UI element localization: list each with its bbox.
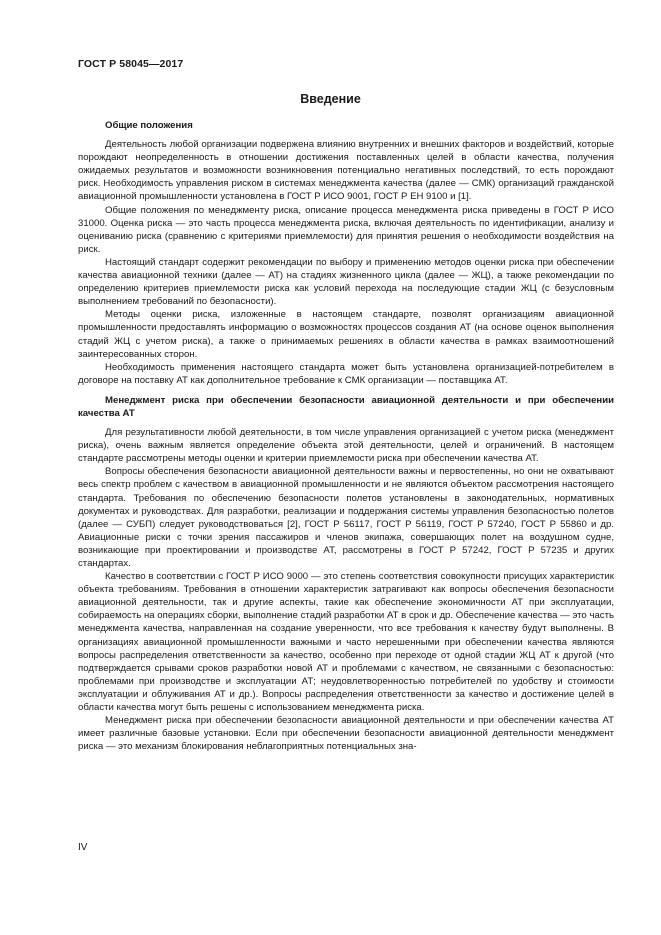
section-heading-general: Общие положения: [105, 120, 193, 131]
paragraph: Настоящий стандарт содержит рекомендации по выбору и применению методов оценки риска при обеспечении качества авиационной техники (далее — АТ) на стадиях жизненного цикла (далее — ЖЦ), а также рекомендации по определению критериев приемлемости риска как условий перехода на последующие стадии ЖЦ (с безусловным выполнением требований по безопасности).: [78, 256, 614, 308]
paragraph: Общие положения по менеджменту риска, описание процесса менеджмента риска приведены в ГОСТ Р ИСО 31000. Оценка риска — это часть процесса менеджмента риска, включая деятельность по идентификации, анализу и оцениванию риска (сравнению с критериями приемлемости) для принятия решения о необходимости воздействия на риск.: [78, 204, 614, 255]
paragraph: Качество в соответствии с ГОСТ Р ИСО 9000 — это степень соответствия совокупности присущих характеристик объекта требованиям. Требования в отношении характеристик затрагивают как вопросы обеспечения безопасности авиационной деятельности, так и другие аспекты, такие как обеспечение экономичности АТ при эксплуатации, собираемость на операциях сборки, выполнение стадий разработки АТ в срок и др. Обеспечение качества — это часть менеджмента качества, направленная на создание уверенности, что все требования к качеству будут выполнены. В организациях авиационной промышленности важными и часто нерешенными при обеспечении качества являются вопросы распределения ответственности за качество, особенно при переходе от одной стадии ЖЦ АТ к другой (что подтверждается срывами сроков разработки новой АТ и проблемами с качеством, не связанными с безопасностью: проблемами при производстве и эксплуатации АТ; неудовлетворенностью потребителей по удобству и стоимости эксплуатации и облуживания АТ и др.). Вопросы распределения ответственности за качество и достижение целей в области качества могут быть решены с использованием менеджмента риска.: [78, 571, 614, 714]
paragraph: Методы оценки риска, изложенные в настоящем стандарте, позволят организациям авиационной промышленности предоставлять информацию о возможностях процессов создания АТ (на основе оценок выполнения стадий ЖЦ с учетом риска), а также о принимаемых решениях в области качества в рамках взаимоотношений заинтересованных сторон.: [78, 309, 614, 360]
paragraph: Вопросы обеспечения безопасности авиационной деятельности важны и первостепенны, но они не охватывают весь спектр проблем с качеством в авиационной промышленности и не являются объектом рассмотрения настоящего стандарта. Требования по обеспечению безопасности полетов установлены в законодательных, нормативных документах и руководствах. Для разработки, реализации и поддержания системы управления безопасностью полетов (далее — СУБП) следует руководствоваться [2], ГОСТ Р 56117, ГОСТ Р 56119, ГОСТ Р 57240, ГОСТ Р 55860 и др. Авиационные риски с точки зрения пассажиров и членов экипажа, совершающих полет на воздушном судне, возникающие при проектировании и производстве АТ, рассмотрены в ГОСТ Р 57242, ГОСТ Р 57235 и других стандартах.: [78, 466, 614, 569]
document-body: [78, 119, 614, 753]
paragraph: Необходимость применения настоящего стандарта может быть установлена организацией-потребителем в договоре на поставку АТ как дополнительное требование к СМК организации — поставщика АТ.: [78, 361, 614, 386]
paragraph: Менеджмент риска при обеспечении безопасности авиационной деятельности и при обеспечении качества АТ имеет различные базовые установки. Если при обеспечении безопасности авиационной деятельности менеджмент риска — это механизм блокирования неблагоприятных потенциальных зна-: [78, 715, 614, 753]
document-standard-header: ГОСТ Р 58045—2017: [78, 58, 184, 70]
paragraph: Для результативности любой деятельности, в том числе управления организацией с учетом риска (менеджмент риска), очень важным является определение объекта этой деятельности, целей и ограничений. В настоящем стандарте рассмотрены методы оценки и критерии приемлемости риска при обеспечении качества АТ.: [78, 427, 614, 465]
section-heading-risk-management: Менеджмент риска при обеспечении безопасности авиационной деятельности и при обеспечении качества АТ: [78, 394, 614, 419]
page-number: IV: [78, 842, 88, 853]
page-title: Введение: [300, 92, 361, 106]
paragraph: Деятельность любой организации подвержена влиянию внутренних и внешних факторов и воздействий, которые порождают неопределенность в отношении достижения поставленных целей в области качества, получения ожидаемых результатов и возможности возникновения потенциально негативных последствий, то есть порождают риск. Необходимость управления риском в системах менеджмента качества (далее — СМК) организаций гражданской авиационной промышленности установлена в ГОСТ Р ИСО 9001, ГОСТ Р ЕН 9100 и [1].: [78, 139, 614, 203]
